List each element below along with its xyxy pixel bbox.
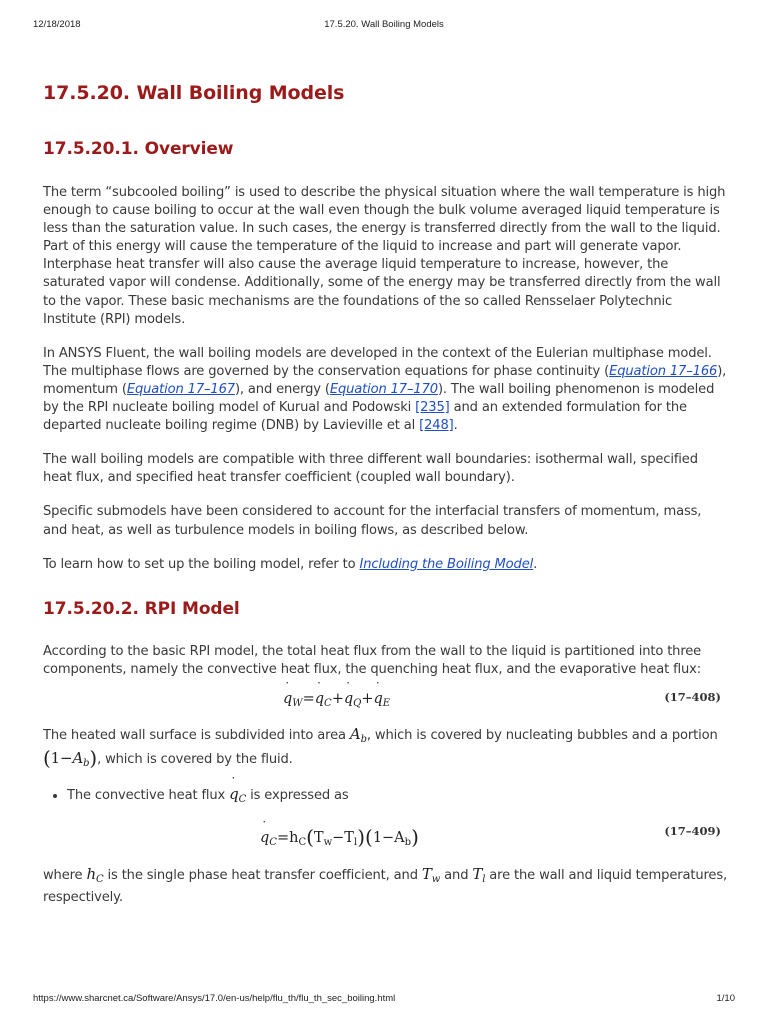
link-equation-17-167[interactable]: Equation 17–167: [126, 381, 235, 397]
paragraph-intro: The term “subcooled boiling” is used to describe the physical situation where the wall temperature is high enough to cause boiling to occur at the wall even though the bulk volume averaged liquid temperature is less than the saturation value. In such cases, the energy is transferred directly from the wall to the liquid. Part of this energy will cause the temperature of the liquid to increase and part will generate vapor. Interphase heat transfer will also cause the average liquid temperature to increase, however, the saturated vapor will condense. Additionally, some of the energy may be transferred directly from the wall to the vapor. These basic mechanisms are the foundations of the so called Rensselaer Polytechnic Institute (RPI) models.: [43, 185, 726, 327]
print-date: 12/18/2018: [33, 19, 81, 30]
equation-17-408: [43, 687, 728, 719]
print-header: [0, 19, 768, 33]
bullet-list: [43, 785, 728, 809]
paragraph-rpi-intro: According to the basic RPI model, the total heat flux from the wall to the liquid is partitioned into three components, namely the convective heat flux, the quenching heat flux, and the evaporative heat flux:: [43, 643, 702, 677]
equation-17-409-formula: ˙ $q_C=h_C(T_w-T_l)(1-A_b)$: [260, 825, 419, 849]
paragraph-heated-wall-area: The heated wall surface is subdivided into area $A_b$, which is covered by nucleating bubbles and a portion $(1-A_b)$, which is covered by the fluid.: [43, 724, 718, 770]
equation-number-17-408: (17–408): [664, 689, 721, 704]
link-equation-17-170[interactable]: Equation 17–170: [329, 381, 438, 397]
link-including-boiling-model[interactable]: Including the Boiling Model: [359, 556, 534, 572]
equation-number-17-409: (17–409): [664, 824, 721, 839]
page-number: 1/10: [716, 993, 735, 1004]
link-citation-235[interactable]: [235]: [415, 400, 450, 416]
paragraph-wall-boundaries: The wall boiling models are compatible with three different wall boundaries: isothermal wall, specified heat flux, and specified heat transfer coefficient (coupled wall boundary).: [43, 452, 698, 486]
print-footer: [0, 993, 768, 1007]
equation-17-408-formula: ˙ $q_W=˙$ $q_C+˙$ $q_Q+˙$ $q_E$: [283, 691, 390, 709]
print-url: https://www.sharcnet.ca/Software/Ansys/17.0/en-us/help/flu_th/flu_th_sec_boiling.html: [33, 993, 396, 1004]
section-heading-overview: 17.5.20.1. Overview: [43, 139, 234, 159]
page-title: 17.5.20. Wall Boiling Models: [43, 82, 345, 104]
link-equation-17-166[interactable]: Equation 17–166: [609, 363, 718, 379]
list-item-convective-heat-flux: • The convective heat flux ˙ $q_C$ is expressed as: [67, 785, 728, 809]
print-page-title: 17.5.20. Wall Boiling Models: [324, 19, 444, 30]
paragraph-submodels: Specific submodels have been considered to account for the interfacial transfers of momentum, mass, and heat, as well as turbulence models in boiling flows, as described below.: [43, 504, 702, 538]
paragraph-where-definitions: where $h_C$ is the single phase heat transfer coefficient, and $T_w$ and $T_l$ are the wall and liquid temperatures, respectively.: [43, 865, 727, 906]
document-content: [43, 82, 728, 907]
link-citation-248[interactable]: [248]: [419, 418, 454, 434]
section-heading-rpi-model: 17.5.20.2. RPI Model: [43, 598, 240, 619]
equation-17-409: [43, 821, 728, 853]
paragraph-ansys-fluent: In ANSYS Fluent, the wall boiling models are developed in the context of the Eulerian multiphase model. The multiphase flows are governed by the conservation equations for phase continuity (Equation 17–166), momentum (Equation 17–167), and energy (Equation 17–170). The wall boiling phenomenon is modeled by the RPI nucleate boiling model of Kurual and Podowski [235] and an extended formulation for the departed nucleate boiling regime (DNB) by Lavieville et al [248].: [43, 345, 727, 434]
paragraph-setup: To learn how to set up the boiling model, refer to Including the Boiling Model.: [43, 556, 538, 572]
